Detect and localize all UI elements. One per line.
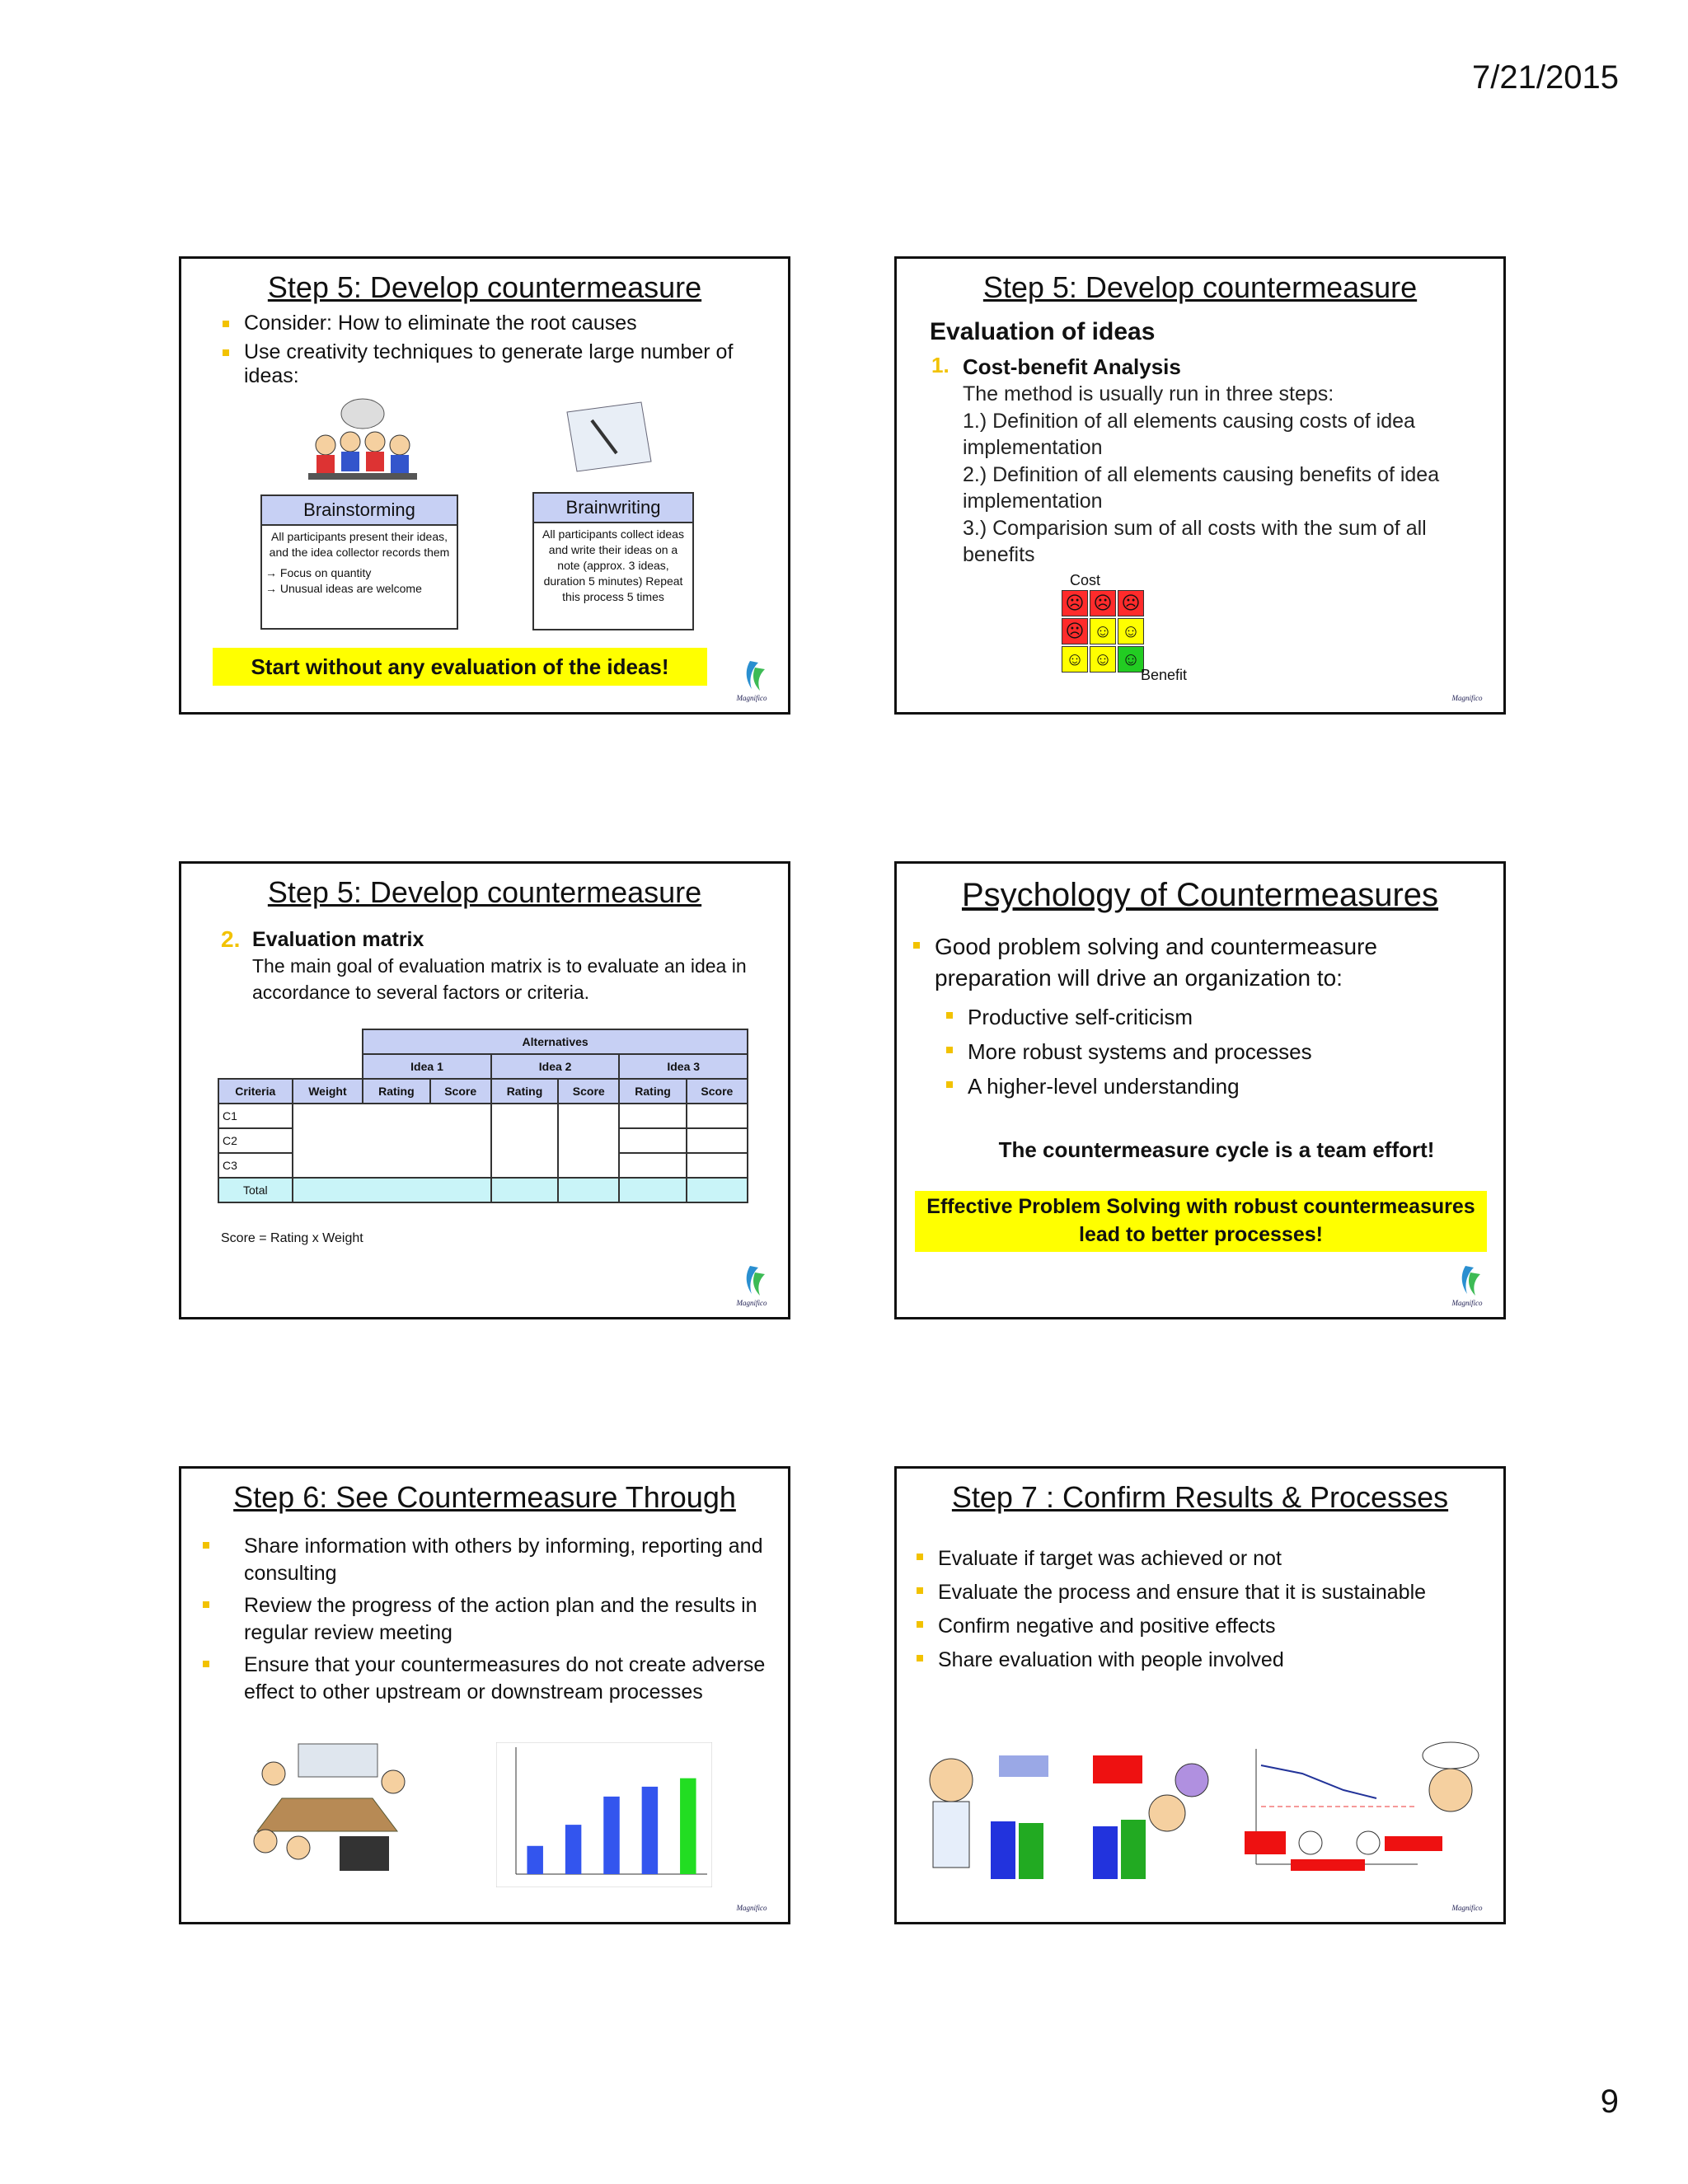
bullet-item: Use creativity techniques to generate large number of ideas: — [223, 340, 767, 388]
cost-label: Cost — [1070, 572, 1101, 588]
results-illustration — [920, 1747, 1233, 1887]
slide-title: Step 5: Develop countermeasure — [267, 875, 702, 909]
row-label: C3 — [218, 1153, 293, 1178]
bullet-item: Consider: How to eliminate the root causes — [223, 312, 767, 335]
sub-bullet-item: Productive self-criticism — [946, 1002, 1474, 1032]
section-heading: Evaluation of ideas — [930, 318, 1156, 345]
slide-title: Step 5: Develop countermeasure — [267, 270, 702, 304]
total-row — [218, 1178, 748, 1202]
meeting-illustration — [241, 1732, 415, 1881]
text-line: 2.) Definition of all elements causing benefits of idea implementation — [963, 462, 1440, 513]
score-formula: Score = Rating x Weight — [221, 1231, 363, 1245]
company-logo — [1442, 656, 1492, 704]
page-number: 9 — [1600, 2083, 1619, 2120]
brainwriting-box — [532, 492, 694, 630]
box-line: → Unusual ideas are welcome — [265, 581, 422, 595]
header-date: 7/21/2015 — [1472, 59, 1619, 96]
smiley-face-icon: ☺ — [1062, 646, 1088, 673]
svg-text:Magnifico: Magnifico — [736, 1299, 767, 1307]
row-label: Total — [218, 1178, 293, 1202]
slide-title: Step 7 : Confirm Results & Processes — [951, 1480, 1449, 1514]
column-header: Rating — [619, 1079, 686, 1104]
svg-text:Magnifico: Magnifico — [736, 694, 767, 702]
chart-bar — [527, 1846, 542, 1874]
list-number: 1. — [931, 353, 950, 377]
company-logo — [1442, 1866, 1492, 1914]
highlight-banner: Effective Problem Solving with robust countermeasures lead to better processes! — [915, 1191, 1487, 1252]
slide-3 — [179, 861, 790, 1319]
box-title: Brainwriting — [534, 494, 692, 523]
brainstorming-box — [260, 494, 458, 630]
table-row — [218, 1104, 748, 1128]
evaluation-matrix-table — [218, 1029, 748, 1203]
bullet-item: Confirm negative and positive effects — [917, 1612, 1493, 1641]
text-line: 3.) Comparision sum of all costs with the sum of all benefits — [963, 516, 1427, 566]
chart-bar — [642, 1787, 658, 1874]
column-header: Score — [558, 1079, 619, 1104]
sad-face-icon: ☹ — [1090, 590, 1116, 616]
slide-6 — [894, 1466, 1506, 1924]
sad-face-icon: ☹ — [1118, 590, 1144, 616]
box-title: Brainstorming — [262, 496, 457, 526]
box-text: All participants collect ideas and write their ideas on a note (approx. 3 ideas, duration 5 minutes) Repeat this process 5 times — [542, 527, 684, 603]
company-logo — [727, 656, 776, 704]
smiley-face-icon: ☺ — [1090, 618, 1116, 644]
highlight-banner: Start without any evaluation of the ideas! — [213, 648, 707, 686]
sub-bullet-item: More robust systems and processes — [946, 1037, 1474, 1066]
svg-text:Magnifico: Magnifico — [1451, 1904, 1483, 1912]
brainstorming-illustration — [305, 396, 420, 486]
results-bar-chart — [496, 1742, 712, 1887]
smiley-face-icon: ☺ — [1090, 646, 1116, 673]
svg-text:Magnifico: Magnifico — [1451, 1299, 1483, 1307]
bullet-item: Evaluate the process and ensure that it is sustainable — [917, 1578, 1493, 1607]
column-header: Score — [687, 1079, 748, 1104]
subheading: Cost-benefit Analysis — [963, 354, 1181, 379]
matrix-description: The main goal of evaluation matrix is to evaluate an idea in accordance to several factors or criteria. — [252, 955, 747, 1003]
slide-title: Step 5: Develop countermeasure — [982, 270, 1418, 304]
process-illustration — [1245, 1741, 1492, 1881]
company-logo — [727, 1866, 776, 1914]
list-number: 2. — [221, 926, 241, 952]
emphasis-text: The countermeasure cycle is a team effort! — [998, 1137, 1435, 1162]
column-header: Weight — [293, 1079, 363, 1104]
alternatives-header: Alternatives — [363, 1029, 748, 1054]
slide-4 — [894, 861, 1506, 1319]
table-cell — [293, 1104, 491, 1178]
sub-bullet-list — [946, 1002, 1474, 1106]
text-line: The method is usually run in three steps: — [963, 382, 1334, 405]
bullet-item: Share evaluation with people involved — [917, 1646, 1493, 1675]
bullet-list — [223, 312, 767, 393]
sad-face-icon: ☹ — [1062, 618, 1088, 644]
smiley-face-icon: ☺ — [1118, 646, 1144, 673]
smiley-face-icon: ☺ — [1118, 618, 1144, 644]
bullet-list — [913, 931, 1490, 999]
bullet-item: Evaluate if target was achieved or not — [917, 1544, 1493, 1573]
chart-bar — [603, 1797, 619, 1874]
svg-text:Magnifico: Magnifico — [1451, 694, 1483, 702]
benefit-label: Benefit — [1141, 667, 1188, 683]
box-text — [262, 526, 457, 600]
row-label: C2 — [218, 1128, 293, 1153]
sad-face-icon: ☹ — [1062, 590, 1088, 616]
slide-title: Step 6: See Countermeasure Through — [233, 1480, 736, 1514]
row-label: C1 — [218, 1104, 293, 1128]
cost-benefit-matrix — [1062, 590, 1144, 673]
box-line: → Focus on quantity — [265, 565, 372, 579]
bullet-list — [203, 1533, 771, 1711]
sub-bullet-item: A higher-level understanding — [946, 1071, 1474, 1101]
brainwriting-illustration — [559, 396, 658, 478]
method-text — [963, 381, 1490, 569]
company-logo — [1442, 1261, 1492, 1309]
idea-header: Idea 3 — [619, 1054, 748, 1079]
bullet-item: Share information with others by informing, reporting and consulting — [203, 1533, 771, 1587]
column-header: Criteria — [218, 1079, 293, 1104]
slide-5 — [179, 1466, 790, 1924]
idea-header: Idea 1 — [363, 1054, 491, 1079]
box-line: All participants present their ideas, and the idea collector records them — [269, 530, 450, 559]
slide-1 — [179, 256, 790, 715]
column-header: Rating — [491, 1079, 558, 1104]
bullet-list — [917, 1544, 1493, 1680]
company-logo — [727, 1261, 776, 1309]
chart-bar — [565, 1825, 581, 1874]
bullet-item: Review the progress of the action plan and the results in regular review meeting — [203, 1592, 771, 1647]
bullet-item: Good problem solving and countermeasure preparation will drive an organization to: — [913, 931, 1490, 994]
column-header: Rating — [363, 1079, 429, 1104]
text-line: 1.) Definition of all elements causing costs of idea implementation — [963, 409, 1415, 459]
idea-header: Idea 2 — [491, 1054, 620, 1079]
svg-text:Magnifico: Magnifico — [736, 1904, 767, 1912]
column-header: Score — [430, 1079, 491, 1104]
bullet-item: Ensure that your countermeasures do not create adverse effect to other upstream or downstream processes — [203, 1652, 771, 1706]
subheading: Evaluation matrix — [252, 928, 424, 951]
slide-title: Psychology of Countermeasures — [961, 877, 1439, 913]
slide-2 — [894, 256, 1506, 715]
chart-bar — [680, 1779, 696, 1874]
